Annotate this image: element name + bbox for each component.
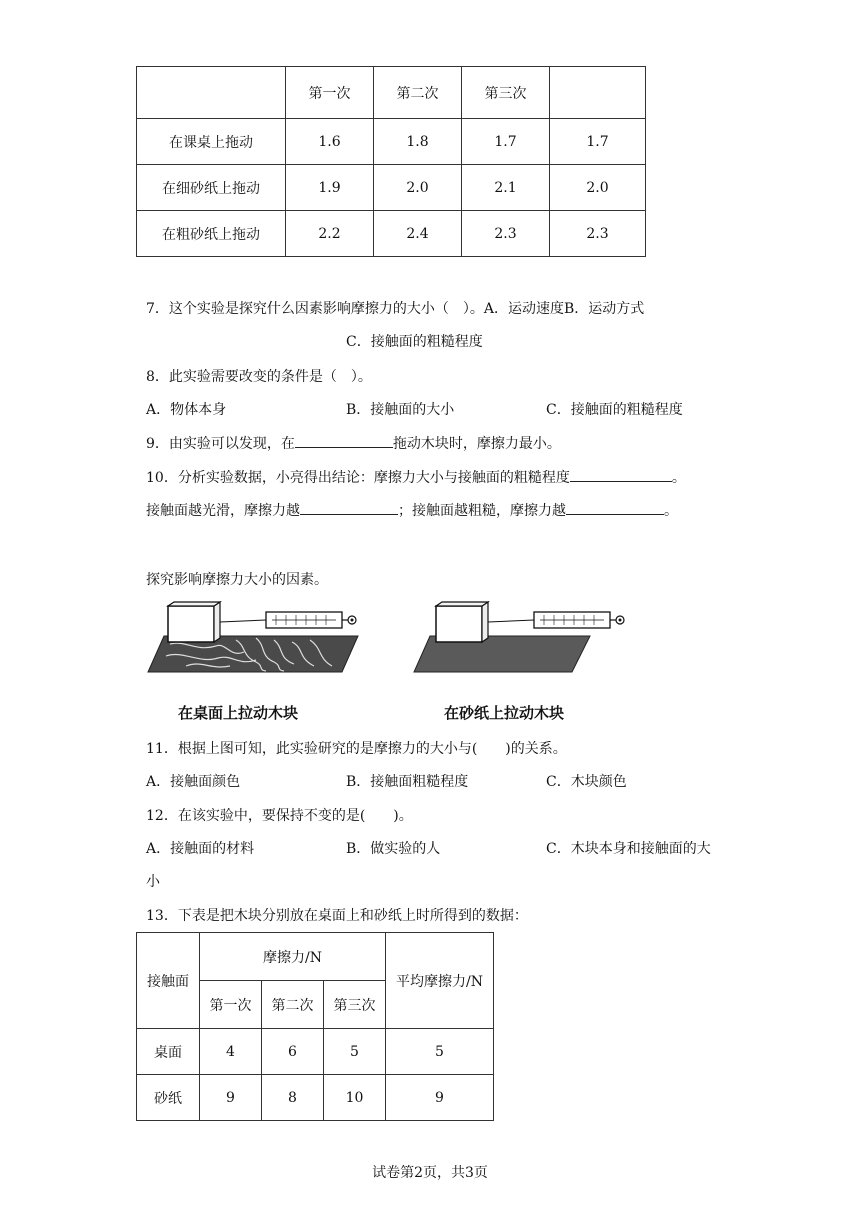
table1-header-cell: 第二次 [374,67,462,119]
table2-cell: 9 [386,1075,494,1121]
table1-cell: 2.1 [462,165,550,211]
question-8-option-c: C．接触面的粗糙程度 [546,402,683,418]
table2-avg-header: 平均摩擦力/N [386,933,494,1029]
question-9 [146,433,561,453]
section-title: 探究影响摩擦力大小的因素。 [146,572,328,588]
table1-cell: 在课桌上拖动 [137,119,286,165]
figure-sandpaper-pull [412,600,642,682]
table1-cell: 1.7 [462,119,550,165]
table-row [137,165,646,211]
question-11-option-c: C．木块颜色 [546,774,627,790]
table1-header-cell: 第三次 [462,67,550,119]
question-12-option-c: C．木块本身和接触面的大 [546,841,711,857]
figure-caption-sandpaper: 在砂纸上拉动木块 [444,704,565,722]
table2-cell: 砂纸 [137,1075,200,1121]
question-12-option-a: A．接触面的材料 [146,841,255,857]
table1-cell: 2.2 [286,211,374,257]
table2-cell: 8 [262,1075,324,1121]
question-9-text-after: 拖动木块时，摩擦力最小。 [392,436,561,452]
table2-cell: 5 [324,1029,386,1075]
question-10-text: 10．分析实验数据，小亮得出结论：摩擦力大小与接触面的粗糙程度 [146,470,570,486]
question-12-option-c-wrap: 小 [146,874,160,890]
table1-cell: 1.9 [286,165,374,211]
page-footer: 试卷第2页，共3页 [372,1165,488,1181]
friction-data-table-1 [136,66,646,257]
question-8-option-a: A．物体本身 [146,402,227,418]
question-10-line-2 [146,500,678,520]
answer-blank[interactable] [570,467,672,482]
question-11: 11．根据上图可知，此实验研究的是摩擦力的大小与( )的关系。 [146,741,567,757]
table1-cell: 2.4 [374,211,462,257]
table1-header-cell [137,67,286,119]
table1-cell: 2.0 [550,165,646,211]
answer-blank[interactable] [295,433,393,448]
figure-caption-desk: 在桌面上拉动木块 [178,704,299,722]
answer-blank[interactable] [566,500,664,515]
question-11-option-b: B．接触面粗糙程度 [346,774,469,790]
table-row [137,211,646,257]
table1-header-cell [550,67,646,119]
question-10-text-rough: ；接触面越粗糙，摩擦力越 [398,503,566,519]
question-10-period: 。 [664,503,678,519]
table2-friction-header: 摩擦力/N [200,933,386,981]
figure-desk-pull [146,600,376,682]
table2-cell: 6 [262,1029,324,1075]
question-10-line-1 [146,467,686,487]
table1-cell: 在细砂纸上拖动 [137,165,286,211]
table2-cell: 10 [324,1075,386,1121]
table1-cell: 在粗砂纸上拖动 [137,211,286,257]
friction-data-table-2 [136,932,494,1121]
question-10-text-smooth: 接触面越光滑，摩擦力越 [146,503,300,519]
question-10-period: 。 [671,470,686,486]
answer-blank[interactable] [300,500,398,515]
table2-cell: 5 [386,1029,494,1075]
table-row [137,1029,494,1075]
table2-trial-header: 第二次 [262,981,324,1029]
question-9-text-before: 9．由实验可以发现，在 [146,436,295,452]
table1-cell: 1.7 [550,119,646,165]
table2-cell: 9 [200,1075,262,1121]
table1-cell: 2.0 [374,165,462,211]
question-12: 12．在该实验中，要保持不变的是( )。 [146,808,413,824]
question-13: 13．下表是把木块分别放在桌面上和砂纸上时所得到的数据： [146,908,528,924]
table2-cell: 桌面 [137,1029,200,1075]
table2-trial-header: 第一次 [200,981,262,1029]
table1-header-cell: 第一次 [286,67,374,119]
table1-cell: 2.3 [550,211,646,257]
question-8: 8．此实验需要改变的条件是（ ）。 [146,369,372,385]
question-12-option-b: B．做实验的人 [346,841,441,857]
question-7-option-c: C．接触面的粗糙程度 [346,334,483,350]
table1-cell: 2.3 [462,211,550,257]
table2-cell: 4 [200,1029,262,1075]
table1-cell: 1.6 [286,119,374,165]
question-8-option-b: B．接触面的大小 [346,402,455,418]
table2-trial-header: 第三次 [324,981,386,1029]
table2-contact-header: 接触面 [137,933,200,1029]
table-row [137,1075,494,1121]
question-7: 7．这个实验是探究什么因素影响摩擦力的大小（ ）。A．运动速度B．运动方式 [146,301,645,317]
table-row [137,119,646,165]
table1-cell: 1.8 [374,119,462,165]
question-11-option-a: A．接触面颜色 [146,774,241,790]
